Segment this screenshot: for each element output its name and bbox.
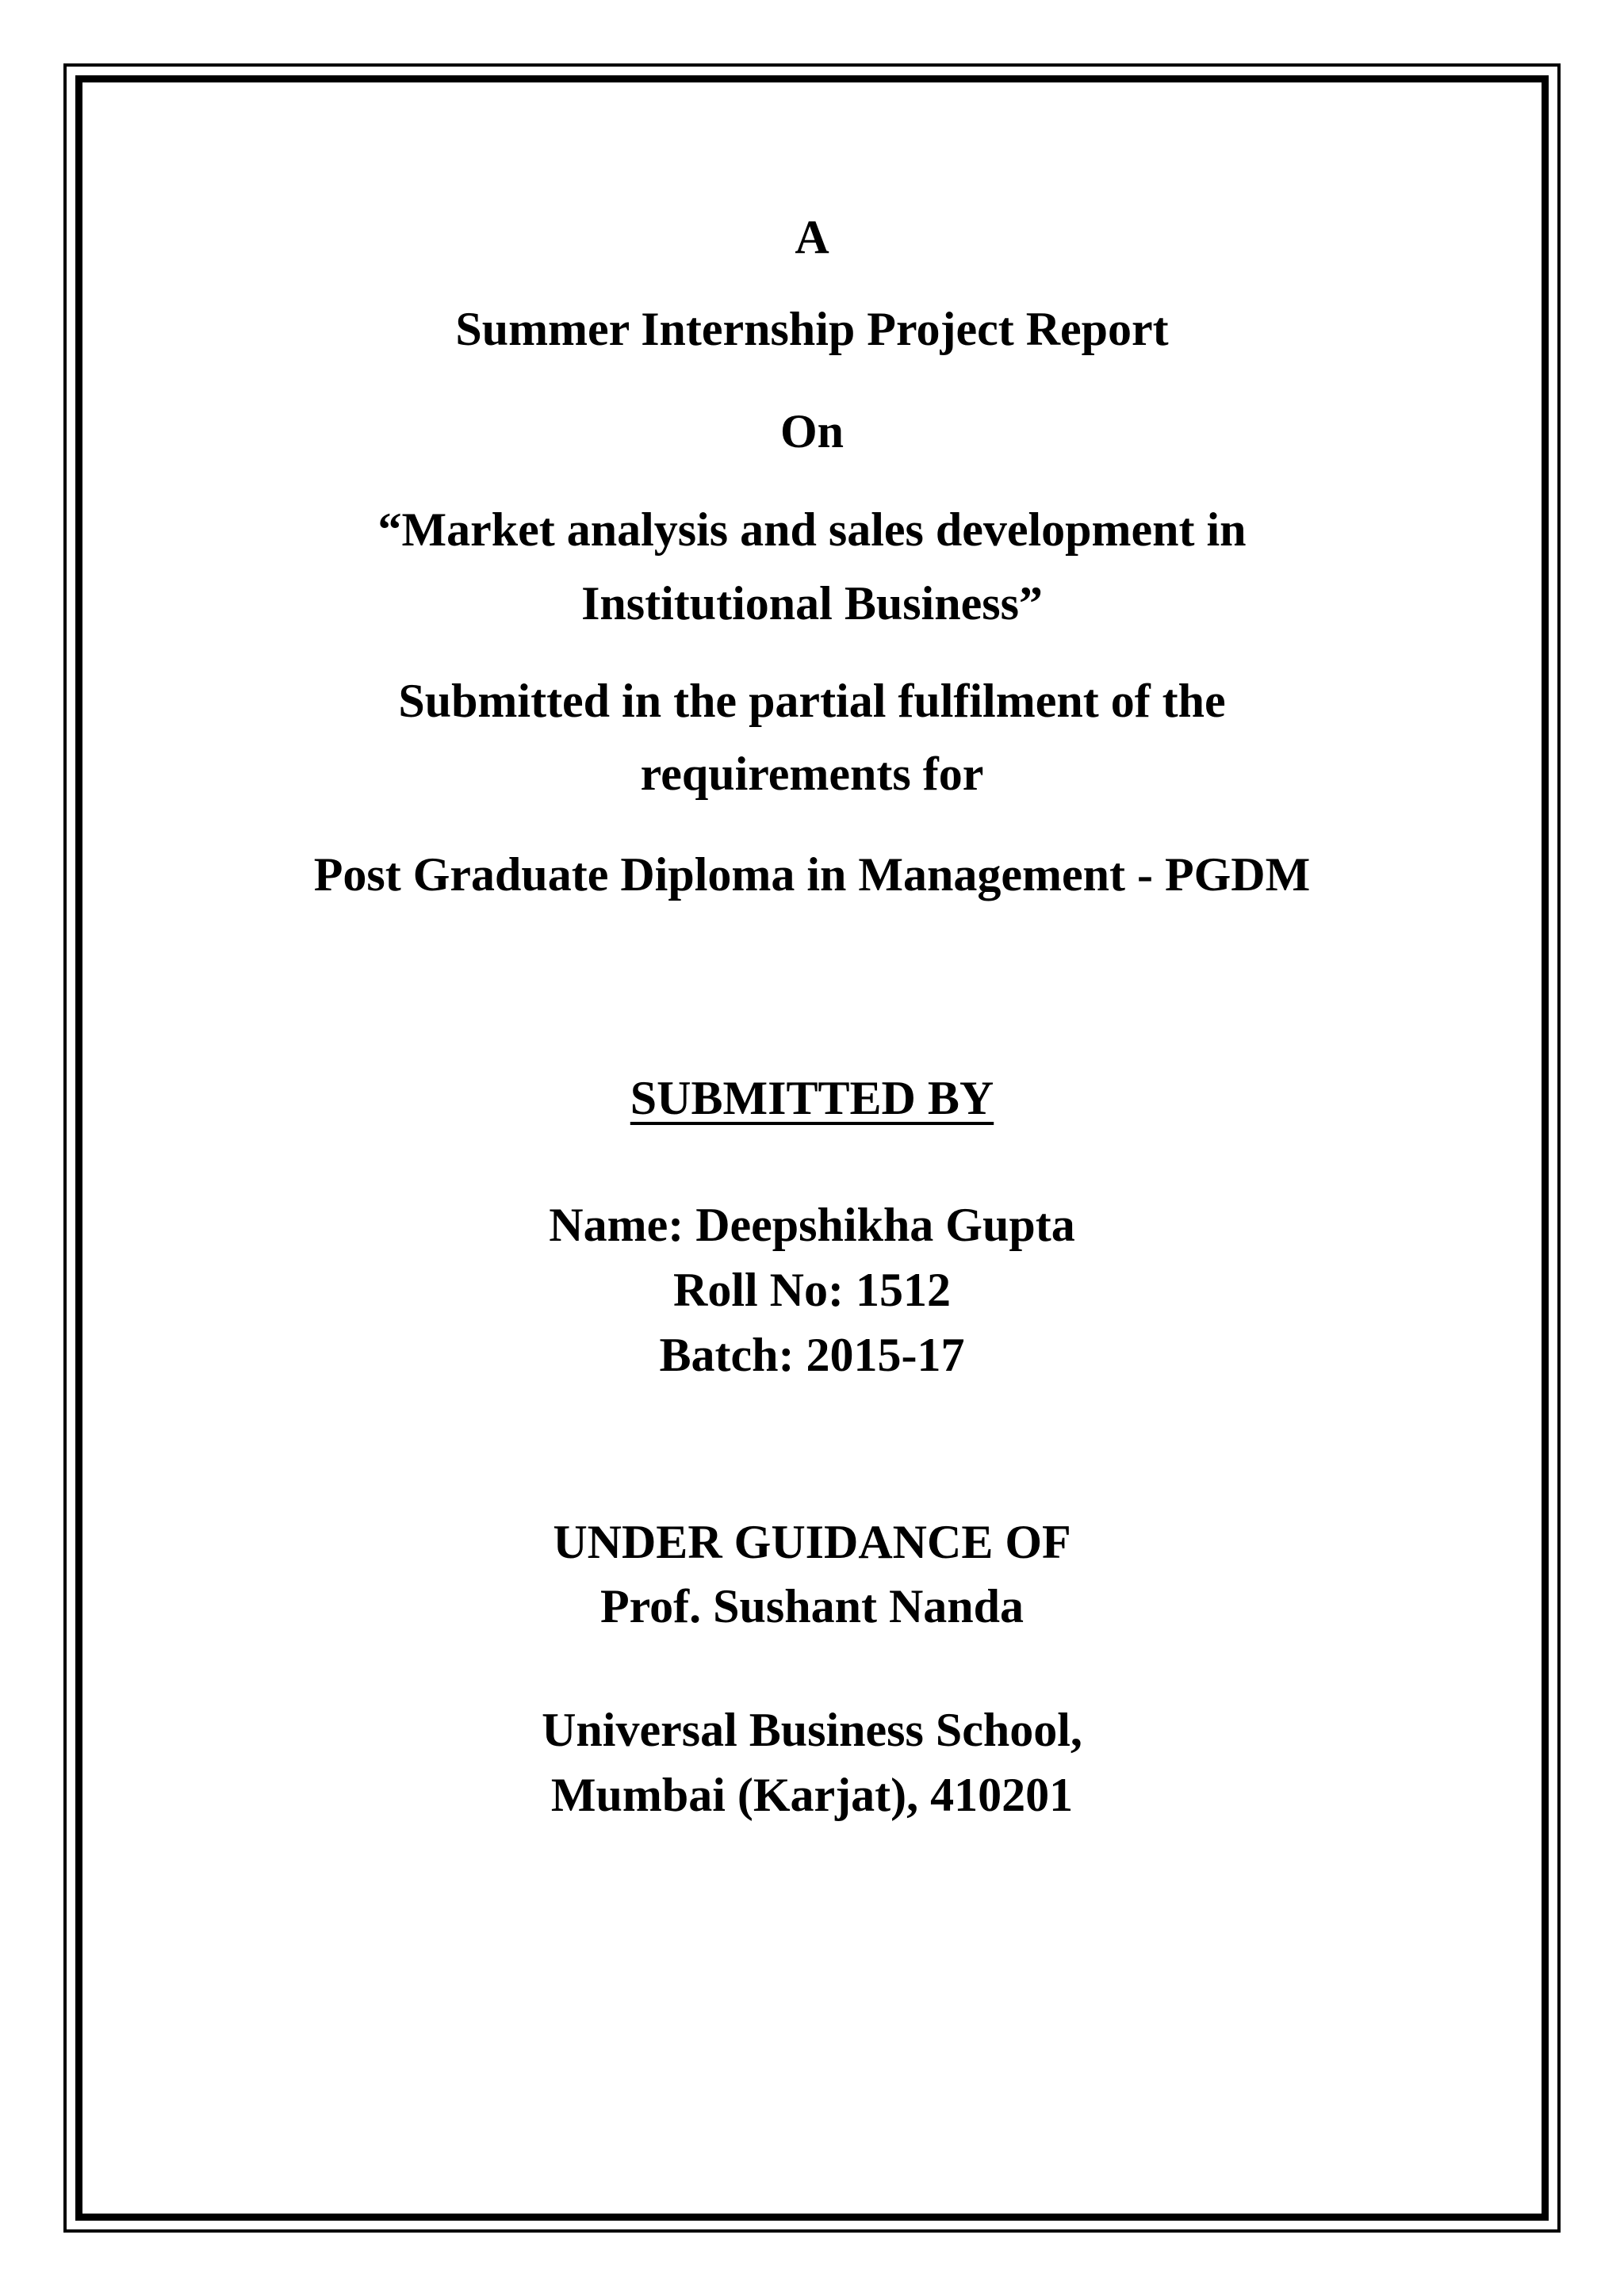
roll-number: Roll No: 1512	[673, 1264, 951, 1316]
submitted-by-heading: SUBMITTED BY	[630, 1072, 994, 1124]
guidance-heading: UNDER GUIDANCE OF	[553, 1516, 1071, 1568]
report-type: Summer Internship Project Report	[455, 303, 1169, 355]
institution-line1: Universal Business School,	[542, 1704, 1082, 1756]
degree-name: Post Graduate Diploma in Management - PGDM	[313, 848, 1311, 901]
submission-line2: requirements for	[640, 748, 984, 800]
project-title-line1: “Market analysis and sales development in	[377, 503, 1247, 556]
institution-line2: Mumbai (Karjat), 410201	[550, 1769, 1074, 1821]
student-name: Name: Deepshikha Gupta	[549, 1199, 1075, 1251]
project-title-line2: Institutional Business”	[581, 577, 1043, 629]
submission-line1: Submitted in the partial fulfilment of the	[398, 675, 1226, 727]
on-label: On	[779, 405, 845, 457]
batch: Batch: 2015-17	[659, 1329, 965, 1381]
title-article: A	[795, 211, 829, 263]
page-border-inner	[75, 75, 1549, 2221]
guide-name: Prof. Sushant Nanda	[599, 1580, 1025, 1632]
